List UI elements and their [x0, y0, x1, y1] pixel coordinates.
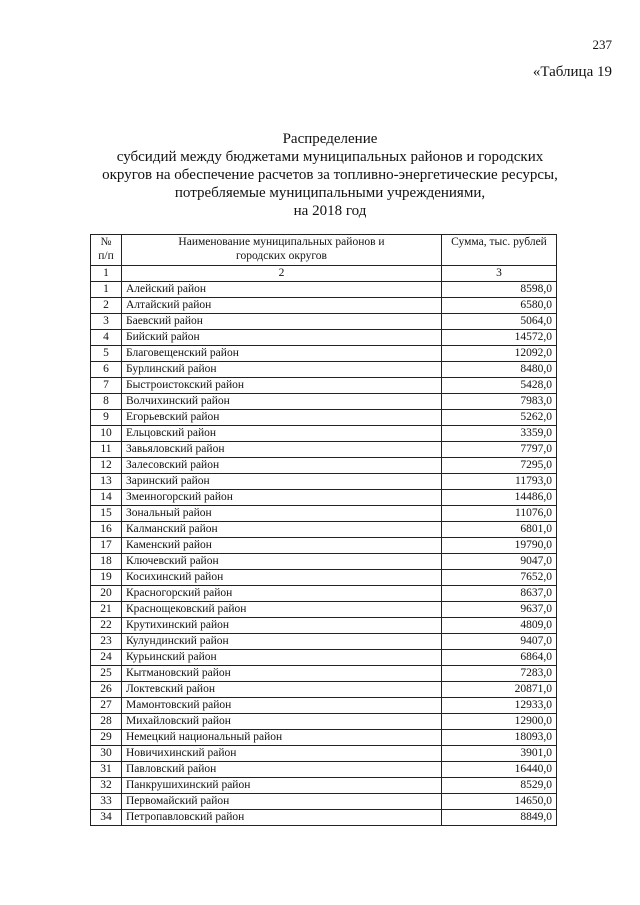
district-name: Волчихинский район	[122, 394, 442, 410]
subsidy-amount: 3901,0	[442, 746, 557, 762]
table-row	[91, 570, 557, 586]
row-number: 30	[91, 746, 122, 762]
subsidy-amount: 8480,0	[442, 362, 557, 378]
district-name: Калманский район	[122, 522, 442, 538]
district-name: Благовещенский район	[122, 346, 442, 362]
subsidy-amount: 14572,0	[442, 330, 557, 346]
subsidy-amount: 4809,0	[442, 618, 557, 634]
table-row	[91, 682, 557, 698]
heading-line: субсидий между бюджетами муниципальных районов и городских	[116, 149, 544, 165]
column-index-row	[91, 266, 557, 282]
subsidy-amount: 6801,0	[442, 522, 557, 538]
district-name: Немецкий национальный район	[122, 730, 442, 746]
subsidy-amount: 5064,0	[442, 314, 557, 330]
district-name: Ельцовский район	[122, 426, 442, 442]
row-number: 9	[91, 410, 122, 426]
row-number: 4	[91, 330, 122, 346]
table-row	[91, 810, 557, 826]
column-index: 3	[442, 266, 557, 282]
district-name: Завьяловский район	[122, 442, 442, 458]
table-row	[91, 586, 557, 602]
subsidy-amount: 7283,0	[442, 666, 557, 682]
row-number: 17	[91, 538, 122, 554]
district-name: Алтайский район	[122, 298, 442, 314]
row-number: 6	[91, 362, 122, 378]
document-heading	[100, 130, 560, 220]
table-row	[91, 522, 557, 538]
row-number: 23	[91, 634, 122, 650]
row-number: 24	[91, 650, 122, 666]
district-name: Бийский район	[122, 330, 442, 346]
table-row	[91, 394, 557, 410]
row-number: 8	[91, 394, 122, 410]
subsidy-amount: 5262,0	[442, 410, 557, 426]
subsidy-amount: 7652,0	[442, 570, 557, 586]
subsidy-amount: 7295,0	[442, 458, 557, 474]
subsidy-amount: 6580,0	[442, 298, 557, 314]
row-number: 32	[91, 778, 122, 794]
table-row	[91, 698, 557, 714]
subsidy-amount: 11076,0	[442, 506, 557, 522]
district-name: Быстроистокский район	[122, 378, 442, 394]
heading-line: Распределение	[282, 131, 378, 147]
district-name: Змеиногорский район	[122, 490, 442, 506]
table-row	[91, 426, 557, 442]
header-name: Наименование муниципальных районов и городских округов	[122, 235, 442, 266]
table-row	[91, 490, 557, 506]
subsidy-amount: 9407,0	[442, 634, 557, 650]
district-name: Михайловский район	[122, 714, 442, 730]
subsidy-amount: 5428,0	[442, 378, 557, 394]
row-number: 34	[91, 810, 122, 826]
row-number: 16	[91, 522, 122, 538]
subsidy-amount: 20871,0	[442, 682, 557, 698]
district-name: Павловский район	[122, 762, 442, 778]
table-row	[91, 330, 557, 346]
subsidy-amount: 11793,0	[442, 474, 557, 490]
row-number: 22	[91, 618, 122, 634]
heading-line: на 2018 год	[293, 203, 367, 219]
subsidy-amount: 7983,0	[442, 394, 557, 410]
row-number: 25	[91, 666, 122, 682]
row-number: 3	[91, 314, 122, 330]
district-name: Алейский район	[122, 282, 442, 298]
subsidy-amount: 14486,0	[442, 490, 557, 506]
table-row	[91, 794, 557, 810]
district-name: Первомайский район	[122, 794, 442, 810]
table-row	[91, 650, 557, 666]
row-number: 31	[91, 762, 122, 778]
subsidy-amount: 8529,0	[442, 778, 557, 794]
table-row	[91, 298, 557, 314]
subsidy-amount: 3359,0	[442, 426, 557, 442]
table-row	[91, 746, 557, 762]
subsidy-amount: 19790,0	[442, 538, 557, 554]
district-name: Косихинский район	[122, 570, 442, 586]
district-name: Новичихинский район	[122, 746, 442, 762]
row-number: 10	[91, 426, 122, 442]
subsidy-amount: 8598,0	[442, 282, 557, 298]
district-name: Локтевский район	[122, 682, 442, 698]
page-number: 237	[592, 37, 612, 52]
header-sum: Сумма, тыс. рублей	[442, 235, 557, 266]
table-row	[91, 442, 557, 458]
district-name: Панкрушихинский район	[122, 778, 442, 794]
table-row	[91, 778, 557, 794]
header-num: № п/п	[91, 235, 122, 266]
table-label: «Таблица 19	[532, 64, 612, 80]
table-row	[91, 634, 557, 650]
district-name: Курьинский район	[122, 650, 442, 666]
row-number: 13	[91, 474, 122, 490]
row-number: 15	[91, 506, 122, 522]
row-number: 14	[91, 490, 122, 506]
column-index: 1	[91, 266, 122, 282]
table-row	[91, 602, 557, 618]
table-row	[91, 410, 557, 426]
district-name: Крутихинский район	[122, 618, 442, 634]
row-number: 11	[91, 442, 122, 458]
subsidy-amount: 9637,0	[442, 602, 557, 618]
table-row	[91, 378, 557, 394]
row-number: 26	[91, 682, 122, 698]
row-number: 28	[91, 714, 122, 730]
district-name: Заринский район	[122, 474, 442, 490]
district-name: Петропавловский район	[122, 810, 442, 826]
subsidy-amount: 6864,0	[442, 650, 557, 666]
district-name: Егорьевский район	[122, 410, 442, 426]
table-row	[91, 506, 557, 522]
district-name: Зональный район	[122, 506, 442, 522]
subsidy-amount: 16440,0	[442, 762, 557, 778]
table-row	[91, 474, 557, 490]
subsidy-amount: 12933,0	[442, 698, 557, 714]
row-number: 29	[91, 730, 122, 746]
subsidy-amount: 8637,0	[442, 586, 557, 602]
table-row	[91, 362, 557, 378]
row-number: 19	[91, 570, 122, 586]
table-row	[91, 714, 557, 730]
district-name: Кытмановский район	[122, 666, 442, 682]
column-index: 2	[122, 266, 442, 282]
subsidy-amount: 18093,0	[442, 730, 557, 746]
district-name: Кулундинский район	[122, 634, 442, 650]
table-row	[91, 618, 557, 634]
row-number: 27	[91, 698, 122, 714]
table-row	[91, 554, 557, 570]
subsidy-amount: 12092,0	[442, 346, 557, 362]
district-name: Краснощековский район	[122, 602, 442, 618]
district-name: Красногорский район	[122, 586, 442, 602]
row-number: 1	[91, 282, 122, 298]
district-name: Залесовский район	[122, 458, 442, 474]
district-name: Баевский район	[122, 314, 442, 330]
heading-line: округов на обеспечение расчетов за топливно-энергетические ресурсы,	[102, 167, 558, 183]
table-row	[91, 458, 557, 474]
subsidy-amount: 7797,0	[442, 442, 557, 458]
row-number: 2	[91, 298, 122, 314]
row-number: 20	[91, 586, 122, 602]
row-number: 21	[91, 602, 122, 618]
table-row	[91, 762, 557, 778]
table-row	[91, 282, 557, 298]
subsidy-amount: 12900,0	[442, 714, 557, 730]
row-number: 12	[91, 458, 122, 474]
district-name: Ключевский район	[122, 554, 442, 570]
subsidy-amount: 8849,0	[442, 810, 557, 826]
table-row	[91, 666, 557, 682]
row-number: 7	[91, 378, 122, 394]
table-row	[91, 346, 557, 362]
row-number: 18	[91, 554, 122, 570]
table-row	[91, 730, 557, 746]
subsidy-amount: 14650,0	[442, 794, 557, 810]
table-row	[91, 314, 557, 330]
table-body	[91, 282, 557, 826]
subsidy-amount: 9047,0	[442, 554, 557, 570]
row-number: 5	[91, 346, 122, 362]
district-name: Бурлинский район	[122, 362, 442, 378]
subsidy-distribution-table	[90, 234, 557, 826]
heading-line: потребляемые муниципальными учреждениями,	[174, 185, 486, 201]
district-name: Мамонтовский район	[122, 698, 442, 714]
district-name: Каменский район	[122, 538, 442, 554]
table-row	[91, 538, 557, 554]
table-header-row	[91, 235, 557, 266]
row-number: 33	[91, 794, 122, 810]
